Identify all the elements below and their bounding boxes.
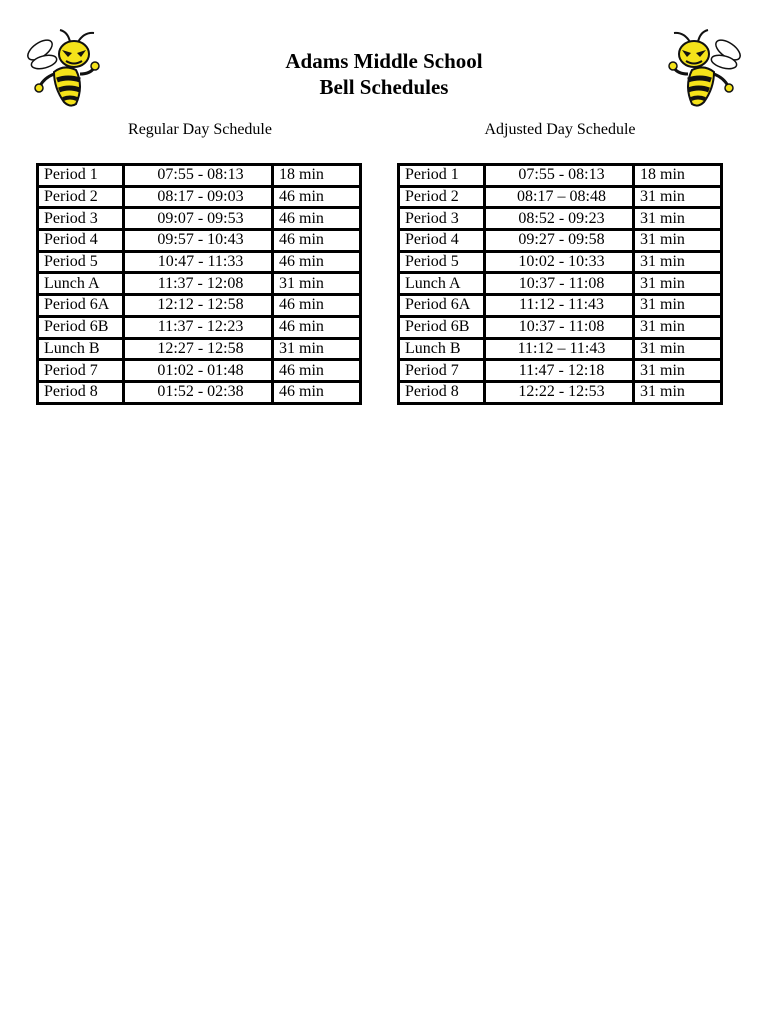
period-name-cell: Period 6B <box>399 316 485 338</box>
duration-cell: 31 min <box>634 251 722 273</box>
period-name-cell: Period 6A <box>38 295 124 317</box>
table-row <box>38 316 361 338</box>
duration-cell: 46 min <box>273 208 361 230</box>
period-name-cell: Period 5 <box>399 251 485 273</box>
time-range-cell: 11:47 - 12:18 <box>485 360 634 382</box>
duration-cell: 46 min <box>273 381 361 403</box>
duration-cell: 31 min <box>634 186 722 208</box>
table-row <box>399 316 722 338</box>
duration-cell: 31 min <box>634 360 722 382</box>
table-row <box>399 295 722 317</box>
duration-cell: 31 min <box>634 316 722 338</box>
period-name-cell: Lunch A <box>38 273 124 295</box>
period-name-cell: Period 1 <box>38 165 124 187</box>
period-name-cell: Lunch A <box>399 273 485 295</box>
table-row <box>399 230 722 252</box>
table-row <box>399 360 722 382</box>
duration-cell: 18 min <box>634 165 722 187</box>
period-name-cell: Period 3 <box>399 208 485 230</box>
time-range-cell: 07:55 - 08:13 <box>485 165 634 187</box>
regular-schedule-caption: Regular Day Schedule <box>128 121 272 138</box>
time-range-cell: 10:02 - 10:33 <box>485 251 634 273</box>
table-row <box>399 251 722 273</box>
time-range-cell: 10:47 - 11:33 <box>124 251 273 273</box>
adjusted-schedule-caption: Adjusted Day Schedule <box>484 121 636 138</box>
duration-cell: 31 min <box>634 295 722 317</box>
period-name-cell: Period 6A <box>399 295 485 317</box>
table-row <box>38 230 361 252</box>
period-name-cell: Lunch B <box>399 338 485 360</box>
time-range-cell: 10:37 - 11:08 <box>485 273 634 295</box>
time-range-cell: 11:37 - 12:08 <box>124 273 273 295</box>
period-name-cell: Period 2 <box>38 186 124 208</box>
duration-cell: 18 min <box>273 165 361 187</box>
time-range-cell: 12:12 - 12:58 <box>124 295 273 317</box>
duration-cell: 31 min <box>273 338 361 360</box>
time-range-cell: 09:07 - 09:53 <box>124 208 273 230</box>
page-subtitle: Bell Schedules <box>319 75 449 99</box>
period-name-cell: Period 3 <box>38 208 124 230</box>
duration-cell: 31 min <box>273 273 361 295</box>
table-row <box>38 165 361 187</box>
adjusted-schedule-table <box>397 163 723 405</box>
duration-cell: 31 min <box>634 273 722 295</box>
period-name-cell: Period 4 <box>38 230 124 252</box>
time-range-cell: 11:12 – 11:43 <box>485 338 634 360</box>
time-range-cell: 01:02 - 01:48 <box>124 360 273 382</box>
time-range-cell: 01:52 - 02:38 <box>124 381 273 403</box>
regular-schedule-table <box>36 163 362 405</box>
table-row <box>399 273 722 295</box>
time-range-cell: 08:17 – 08:48 <box>485 186 634 208</box>
duration-cell: 46 min <box>273 230 361 252</box>
table-row <box>38 186 361 208</box>
duration-cell: 46 min <box>273 316 361 338</box>
duration-cell: 31 min <box>634 230 722 252</box>
duration-cell: 31 min <box>634 208 722 230</box>
table-row <box>399 381 722 403</box>
table-row <box>38 381 361 403</box>
table-row <box>399 338 722 360</box>
time-range-cell: 10:37 - 11:08 <box>485 316 634 338</box>
period-name-cell: Period 7 <box>399 360 485 382</box>
period-name-cell: Period 7 <box>38 360 124 382</box>
duration-cell: 31 min <box>634 338 722 360</box>
table-row <box>399 165 722 187</box>
period-name-cell: Period 4 <box>399 230 485 252</box>
time-range-cell: 12:22 - 12:53 <box>485 381 634 403</box>
time-range-cell: 08:52 - 09:23 <box>485 208 634 230</box>
table-row <box>38 360 361 382</box>
period-name-cell: Period 8 <box>38 381 124 403</box>
time-range-cell: 12:27 - 12:58 <box>124 338 273 360</box>
table-row <box>38 338 361 360</box>
period-name-cell: Period 6B <box>38 316 124 338</box>
period-name-cell: Lunch B <box>38 338 124 360</box>
time-range-cell: 08:17 - 09:03 <box>124 186 273 208</box>
time-range-cell: 11:12 - 11:43 <box>485 295 634 317</box>
table-row <box>38 208 361 230</box>
page-title: Adams Middle School <box>285 49 483 73</box>
table-row <box>399 208 722 230</box>
time-range-cell: 09:27 - 09:58 <box>485 230 634 252</box>
period-name-cell: Period 1 <box>399 165 485 187</box>
period-name-cell: Period 5 <box>38 251 124 273</box>
time-range-cell: 09:57 - 10:43 <box>124 230 273 252</box>
duration-cell: 46 min <box>273 295 361 317</box>
time-range-cell: 07:55 - 08:13 <box>124 165 273 187</box>
period-name-cell: Period 8 <box>399 381 485 403</box>
table-row <box>38 295 361 317</box>
table-row <box>399 186 722 208</box>
duration-cell: 46 min <box>273 251 361 273</box>
duration-cell: 31 min <box>634 381 722 403</box>
table-row <box>38 273 361 295</box>
duration-cell: 46 min <box>273 360 361 382</box>
duration-cell: 46 min <box>273 186 361 208</box>
table-row <box>38 251 361 273</box>
period-name-cell: Period 2 <box>399 186 485 208</box>
time-range-cell: 11:37 - 12:23 <box>124 316 273 338</box>
